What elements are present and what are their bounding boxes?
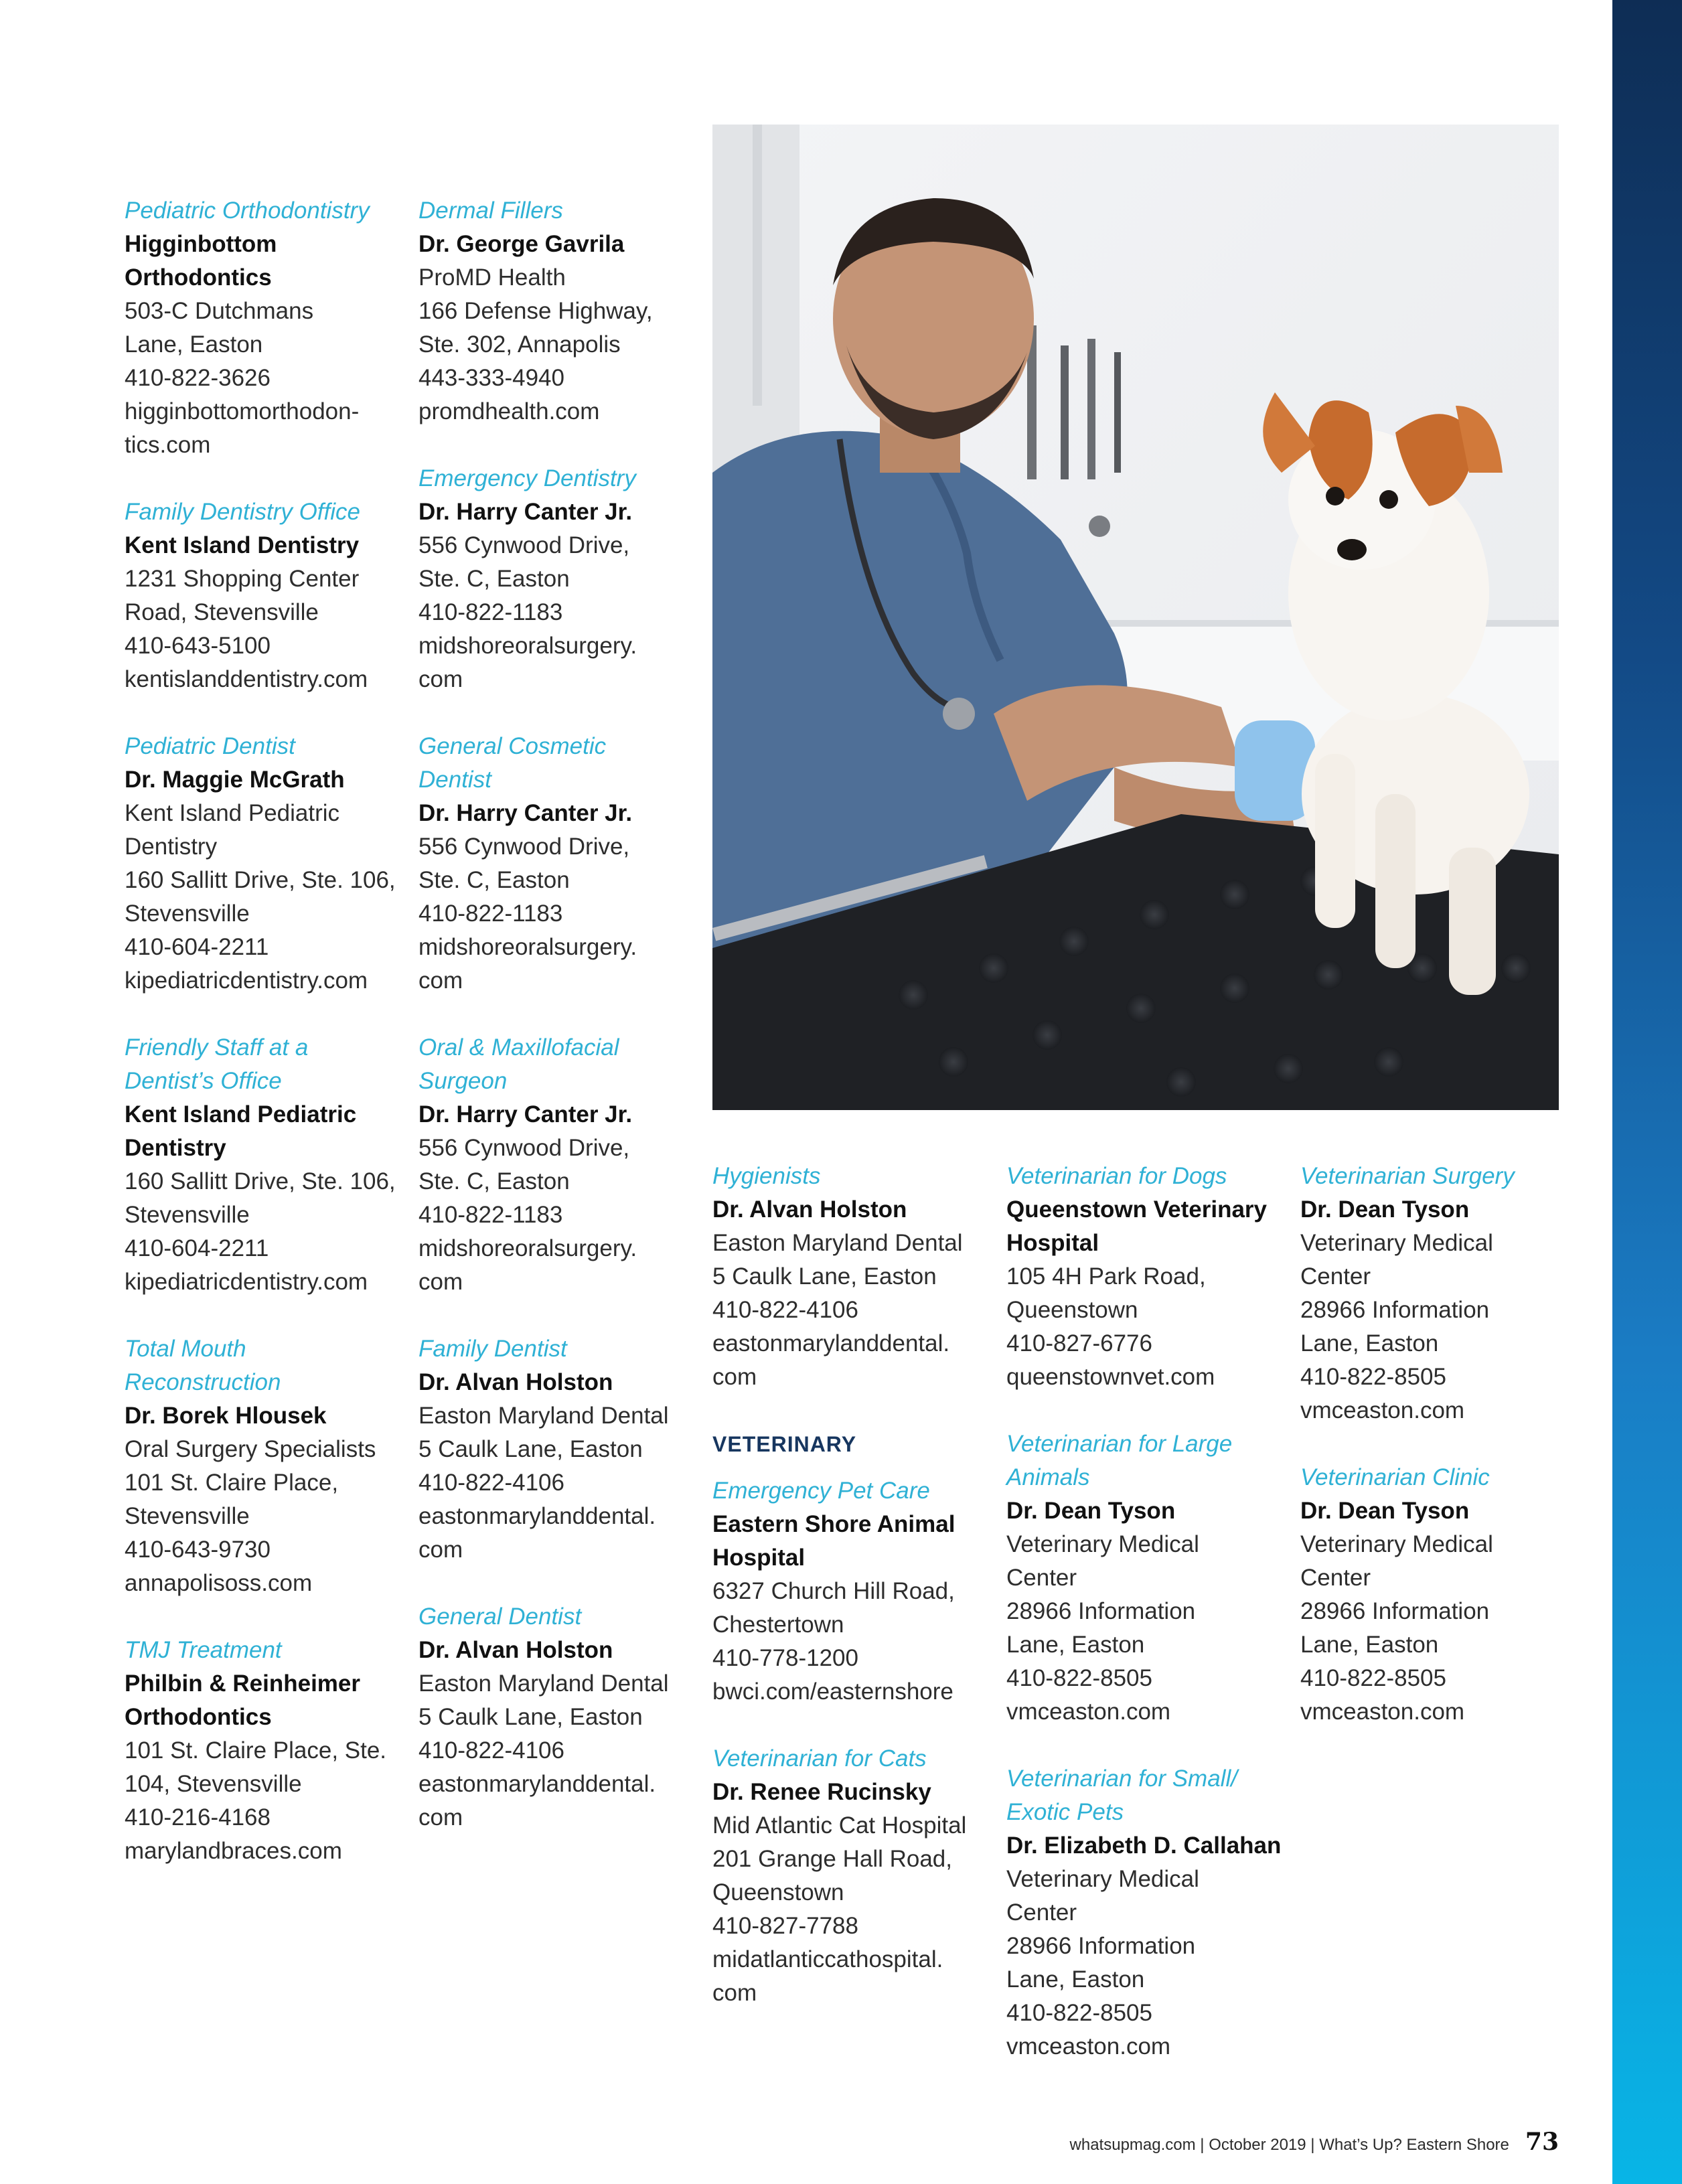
phone-number: 410-604-2211: [125, 1235, 269, 1261]
winner-name: Dr. Alvan Holston: [418, 1637, 613, 1663]
detail-line: Easton Maryland Dental: [418, 1670, 669, 1697]
winner-name: Orthodontics: [125, 264, 272, 291]
category-label: Pediatric Dentist: [125, 733, 295, 759]
detail-line: Mid Atlantic Cat Hospital: [712, 1812, 967, 1839]
detail-line: ProMD Health: [418, 264, 566, 291]
category-label: Total Mouth: [125, 1336, 246, 1362]
website: marylandbraces.com: [125, 1838, 342, 1864]
website: com: [418, 1537, 463, 1563]
category-label: Veterinarian for Cats: [712, 1745, 927, 1772]
detail-line: 556 Cynwood Drive,: [418, 1135, 630, 1161]
phone-number: 410-822-8505: [1300, 1665, 1446, 1691]
vet-with-dog-photo: [712, 125, 1559, 1110]
category-label: Animals: [1006, 1464, 1090, 1490]
detail-line: Center: [1300, 1263, 1371, 1290]
winner-name: Dr. Renee Rucinsky: [712, 1779, 931, 1805]
category-label: Oral & Maxillofacial: [418, 1034, 619, 1061]
detail-line: Lane, Easton: [125, 331, 263, 358]
detail-line: 556 Cynwood Drive,: [418, 532, 630, 558]
phone-number: 410-604-2211: [125, 934, 269, 960]
detail-line: Stevensville: [125, 901, 250, 927]
category-label: Veterinarian for Large: [1006, 1431, 1233, 1457]
listing-entry: [712, 1160, 980, 1394]
phone-number: 443-333-4940: [418, 365, 564, 391]
listing-entry: [418, 1031, 686, 1299]
category-label: Veterinarian for Small/: [1006, 1766, 1237, 1792]
category-label: General Cosmetic: [418, 733, 607, 759]
phone-number: 410-822-4106: [418, 1737, 564, 1764]
detail-line: Veterinary Medical: [1006, 1866, 1199, 1892]
listing-entry: [712, 1474, 980, 1709]
listing-entry: [418, 462, 686, 696]
detail-line: 28966 Information: [1006, 1598, 1196, 1624]
detail-line: 556 Cynwood Drive,: [418, 834, 630, 860]
listing-entry: [125, 1332, 392, 1600]
detail-line: Ste. C, Easton: [418, 566, 570, 592]
phone-number: 410-216-4168: [125, 1804, 271, 1830]
website: com: [418, 967, 463, 994]
winner-name: Dr. Elizabeth D. Callahan: [1006, 1832, 1282, 1859]
column-3: [712, 1160, 980, 2043]
category-label: Surgeon: [418, 1068, 508, 1094]
phone-number: 410-822-3626: [125, 365, 271, 391]
detail-line: 160 Sallitt Drive, Ste. 106,: [125, 867, 396, 893]
listing-entry: [125, 1634, 392, 1868]
website: bwci.com/easternshore: [712, 1679, 953, 1705]
detail-line: 28966 Information: [1006, 1933, 1196, 1959]
phone-number: 410-822-1183: [418, 1202, 563, 1228]
website: vmceaston.com: [1006, 1699, 1171, 1725]
website: com: [418, 666, 463, 692]
winner-name: Eastern Shore Animal: [712, 1511, 955, 1537]
detail-line: 28966 Information: [1300, 1297, 1490, 1323]
phone-number: 410-822-8505: [1300, 1364, 1446, 1390]
detail-line: Center: [1300, 1565, 1371, 1591]
phone-number: 410-822-8505: [1006, 1665, 1152, 1691]
website: eastonmarylanddental.: [418, 1771, 656, 1797]
category-label: Dentist: [418, 767, 491, 793]
winner-name: Philbin & Reinheimer: [125, 1670, 360, 1697]
detail-line: Veterinary Medical: [1300, 1230, 1493, 1256]
column-5: [1300, 1160, 1568, 1762]
detail-line: 503-C Dutchmans: [125, 298, 314, 324]
detail-line: Chestertown: [712, 1612, 844, 1638]
listing-entry: [125, 495, 392, 696]
winner-name: Queenstown Veterinary: [1006, 1196, 1268, 1223]
website: eastonmarylanddental.: [712, 1330, 950, 1356]
detail-line: Queenstown: [1006, 1297, 1138, 1323]
page-number: 73: [1525, 2128, 1559, 2156]
website: kipediatricdentistry.com: [125, 967, 368, 994]
detail-line: 104, Stevensville: [125, 1771, 302, 1797]
detail-line: Dentistry: [125, 834, 218, 860]
detail-line: Ste. C, Easton: [418, 1168, 570, 1194]
detail-line: Stevensville: [125, 1503, 250, 1529]
detail-line: Road, Stevensville: [125, 599, 319, 625]
detail-line: 1231 Shopping Center: [125, 566, 360, 592]
phone-number: 410-827-7788: [712, 1913, 858, 1939]
website: vmceaston.com: [1006, 2033, 1171, 2059]
category-label: TMJ Treatment: [125, 1637, 282, 1663]
category-label: Emergency Pet Care: [712, 1478, 930, 1504]
listing-entry: [1006, 1427, 1274, 1729]
website: kentislanddentistry.com: [125, 666, 368, 692]
detail-line: Easton Maryland Dental: [418, 1403, 669, 1429]
listing-entry: [125, 194, 392, 462]
phone-number: 410-822-4106: [712, 1297, 858, 1323]
website: midshoreoralsurgery.: [418, 934, 637, 960]
detail-line: 5 Caulk Lane, Easton: [712, 1263, 937, 1290]
category-label: Friendly Staff at a: [125, 1034, 309, 1061]
website: eastonmarylanddental.: [418, 1503, 656, 1529]
category-label: Veterinarian for Dogs: [1006, 1163, 1227, 1189]
category-label: Emergency Dentistry: [418, 465, 636, 491]
phone-number: 410-778-1200: [712, 1645, 858, 1671]
listing-entry: [125, 1031, 396, 1299]
footer-text: whatsupmag.com | October 2019 | What’s Up? Eastern Shore: [1069, 2136, 1509, 2154]
category-label: Dermal Fillers: [418, 198, 563, 224]
website: midshoreoralsurgery.: [418, 1235, 637, 1261]
category-label: Hygienists: [712, 1163, 821, 1189]
detail-line: Kent Island Pediatric: [125, 800, 340, 826]
phone-number: 410-827-6776: [1006, 1330, 1152, 1356]
category-label: Family Dentistry Office: [125, 499, 360, 525]
website: com: [418, 1804, 463, 1830]
winner-name: Dr. Harry Canter Jr.: [418, 1101, 633, 1127]
detail-line: 201 Grange Hall Road,: [712, 1846, 952, 1872]
detail-line: 28966 Information: [1300, 1598, 1490, 1624]
website: kipediatricdentistry.com: [125, 1269, 368, 1295]
website: tics.com: [125, 432, 211, 458]
detail-line: Lane, Easton: [1300, 1632, 1439, 1658]
phone-number: 410-822-4106: [418, 1470, 564, 1496]
website: midatlanticcathospital.: [712, 1946, 943, 1972]
page-footer: [1070, 2128, 1559, 2156]
photo-illustration: [712, 125, 1559, 1110]
detail-line: Lane, Easton: [1006, 1966, 1145, 1993]
detail-line: Veterinary Medical: [1300, 1531, 1493, 1557]
website: higginbottomorthodon-: [125, 398, 360, 424]
detail-line: 105 4H Park Road,: [1006, 1263, 1206, 1290]
winner-name: Kent Island Pediatric: [125, 1101, 357, 1127]
detail-line: 6327 Church Hill Road,: [712, 1578, 955, 1604]
phone-number: 410-643-5100: [125, 633, 271, 659]
phone-number: 410-822-1183: [418, 599, 563, 625]
detail-line: Ste. 302, Annapolis: [418, 331, 621, 358]
winner-name: Dr. George Gavrila: [418, 231, 625, 257]
category-label: Veterinarian Surgery: [1300, 1163, 1515, 1189]
website: vmceaston.com: [1300, 1397, 1465, 1423]
listing-entry: [1006, 1160, 1274, 1394]
winner-name: Dr. Dean Tyson: [1300, 1498, 1470, 1524]
phone-number: 410-822-8505: [1006, 2000, 1152, 2026]
column-4: [1006, 1160, 1282, 2097]
detail-line: Oral Surgery Specialists: [125, 1436, 376, 1462]
website: promdhealth.com: [418, 398, 600, 424]
category-label: General Dentist: [418, 1604, 582, 1630]
detail-line: 101 St. Claire Place, Ste.: [125, 1737, 387, 1764]
phone-number: 410-643-9730: [125, 1537, 271, 1563]
winner-name: Dr. Borek Hlousek: [125, 1403, 327, 1429]
detail-line: 160 Sallitt Drive, Ste. 106,: [125, 1168, 396, 1194]
detail-line: Lane, Easton: [1006, 1632, 1145, 1658]
website: midshoreoralsurgery.: [418, 633, 637, 659]
winner-name: Dr. Dean Tyson: [1006, 1498, 1176, 1524]
listing-entry: [1300, 1461, 1568, 1729]
winner-name: Kent Island Dentistry: [125, 532, 360, 558]
detail-line: 166 Defense Highway,: [418, 298, 653, 324]
detail-line: Center: [1006, 1565, 1077, 1591]
winner-name: Dr. Dean Tyson: [1300, 1196, 1470, 1223]
winner-name: Hospital: [712, 1545, 806, 1571]
winner-name: Dr. Alvan Holston: [712, 1196, 907, 1223]
winner-name: Dr. Alvan Holston: [418, 1369, 613, 1395]
winner-name: Dentistry: [125, 1135, 226, 1161]
category-label: Family Dentist: [418, 1336, 567, 1362]
winner-name: Hospital: [1006, 1230, 1099, 1256]
website: vmceaston.com: [1300, 1699, 1465, 1725]
category-label: Exotic Pets: [1006, 1799, 1124, 1825]
category-label: Pediatric Orthodontistry: [125, 198, 370, 224]
detail-line: Queenstown: [712, 1879, 844, 1905]
listing-entry: [418, 730, 686, 998]
category-label: Veterinarian Clinic: [1300, 1464, 1490, 1490]
phone-number: 410-822-1183: [418, 901, 563, 927]
detail-line: 101 St. Claire Place,: [125, 1470, 339, 1496]
winner-name: Dr. Harry Canter Jr.: [418, 800, 633, 826]
detail-line: Center: [1006, 1899, 1077, 1926]
winner-name: Higginbottom: [125, 231, 277, 257]
side-color-bar: [1612, 0, 1682, 2184]
website: com: [418, 1269, 463, 1295]
winner-name: Orthodontics: [125, 1704, 272, 1730]
website: com: [712, 1364, 757, 1390]
listing-entry: [418, 194, 686, 428]
listing-entry: [712, 1742, 980, 2010]
winner-name: Dr. Harry Canter Jr.: [418, 499, 633, 525]
section-heading-veterinary: VETERINARY: [712, 1432, 857, 1456]
listing-entry: [125, 730, 396, 998]
column-2: [418, 194, 686, 1868]
detail-line: Easton Maryland Dental: [712, 1230, 963, 1256]
website: annapolisoss.com: [125, 1570, 313, 1596]
website: com: [712, 1980, 757, 2006]
listing-entry: [1006, 1762, 1282, 2063]
category-label: Reconstruction: [125, 1369, 281, 1395]
detail-line: Veterinary Medical: [1006, 1531, 1199, 1557]
listing-entry: [1300, 1160, 1568, 1427]
website: queenstownvet.com: [1006, 1364, 1215, 1390]
category-label: Dentist’s Office: [125, 1068, 282, 1094]
detail-line: 5 Caulk Lane, Easton: [418, 1436, 643, 1462]
detail-line: Stevensville: [125, 1202, 250, 1228]
column-1: [125, 194, 396, 1901]
winner-name: Dr. Maggie McGrath: [125, 767, 345, 793]
listing-entry: [418, 1332, 686, 1567]
detail-line: 5 Caulk Lane, Easton: [418, 1704, 643, 1730]
detail-line: Ste. C, Easton: [418, 867, 570, 893]
listing-entry: [418, 1600, 686, 1835]
detail-line: Lane, Easton: [1300, 1330, 1439, 1356]
